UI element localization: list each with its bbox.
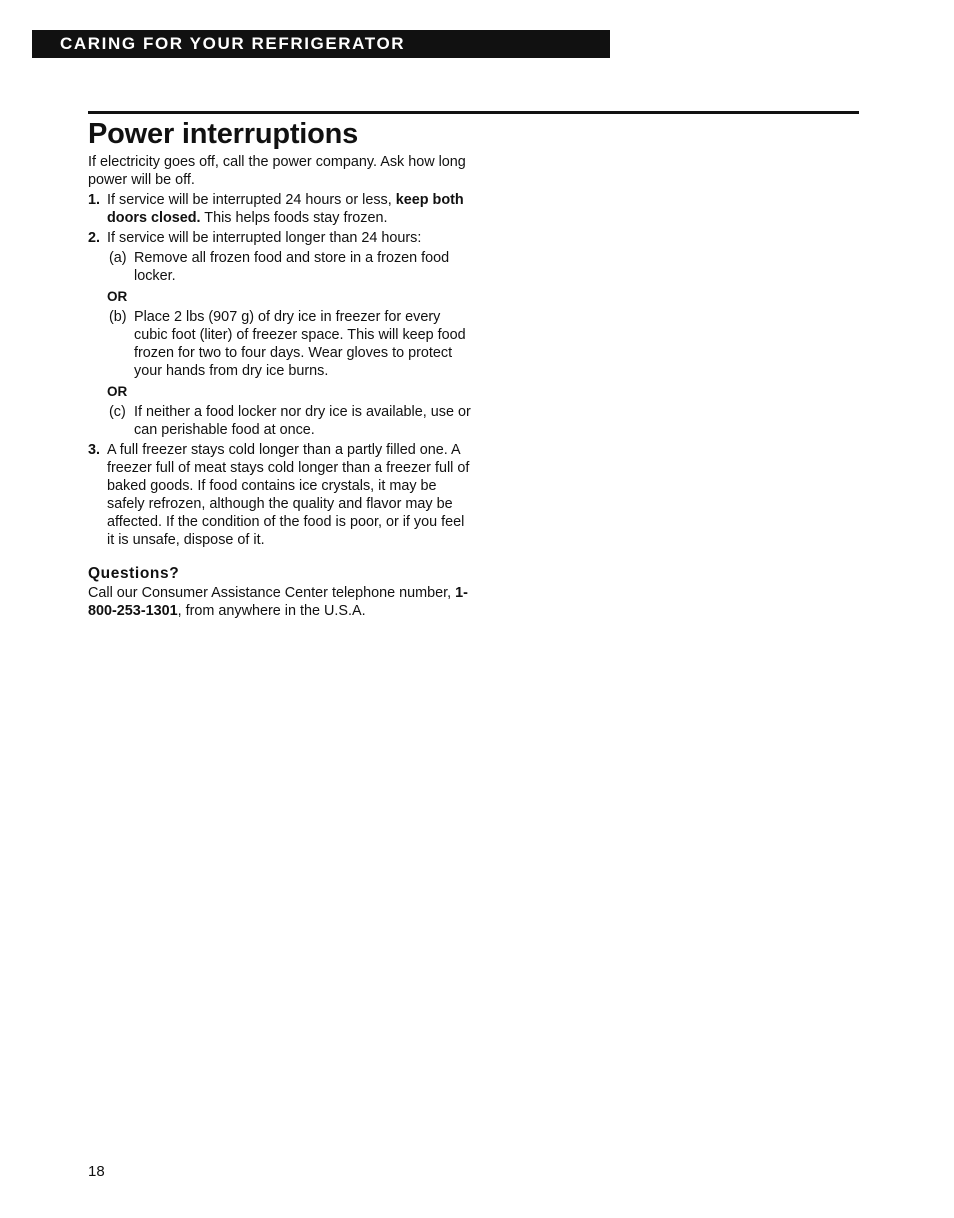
list-item-number: 3. (88, 442, 101, 458)
questions-heading: Questions? (88, 565, 180, 582)
list-item-number: 2. (88, 230, 101, 246)
option-a (88, 249, 473, 285)
page-number: 18 (88, 1163, 105, 1180)
list-item-bold-text: keep both doors closed. (107, 192, 464, 226)
option-letter: (c) (109, 404, 126, 420)
main-content (88, 153, 473, 620)
list-item-text: If service will be interrupted 24 hours or less, (107, 192, 396, 208)
list-item-text: This helps foods stay frozen. (200, 210, 388, 226)
option-text: Remove all frozen food and store in a frozen food locker. (134, 250, 450, 284)
questions-text: , from anywhere in the U.S.A. (177, 603, 366, 619)
title-rule (88, 111, 859, 114)
list-item-2 (88, 229, 473, 247)
questions-text: Call our Consumer Assistance Center telephone number, (88, 585, 456, 601)
or-label: OR (107, 384, 128, 399)
option-b (88, 308, 473, 380)
list-item-text: If service will be interrupted longer than 24 hours: (107, 230, 422, 246)
list-item-number: 1. (88, 192, 101, 208)
intro-paragraph: If electricity goes off, call the power company. Ask how long power will be off. (88, 154, 466, 188)
option-text: If neither a food locker nor dry ice is available, use or can perishable food at once. (134, 404, 471, 438)
or-label: OR (107, 289, 128, 304)
questions-paragraph (88, 584, 473, 620)
list-item-3 (88, 441, 473, 549)
section-header-bar (32, 30, 610, 58)
option-letter: (b) (109, 309, 127, 325)
option-letter: (a) (109, 250, 127, 266)
section-header-title: CARING FOR YOUR REFRIGERATOR (60, 34, 406, 53)
phone-number: 1-800-253-1301 (88, 585, 468, 619)
option-c (88, 403, 473, 439)
list-item-text: A full freezer stays cold longer than a partly filled one. A freezer full of meat stays cold longer than a freezer full of baked goods. If food contains ice crystals, it may be safely refrozen, although the quality and flavor may be affected. If the condition of the food is poor, or if you feel it is unsafe, dispose of it. (107, 442, 470, 548)
list-item-1 (88, 191, 473, 227)
page-title: Power interruptions (88, 118, 359, 150)
option-text: Place 2 lbs (907 g) of dry ice in freezer for every cubic foot (liter) of freezer space. This will keep food frozen for two to four days. Wear gloves to protect your hands from dry ice burns. (134, 309, 466, 379)
